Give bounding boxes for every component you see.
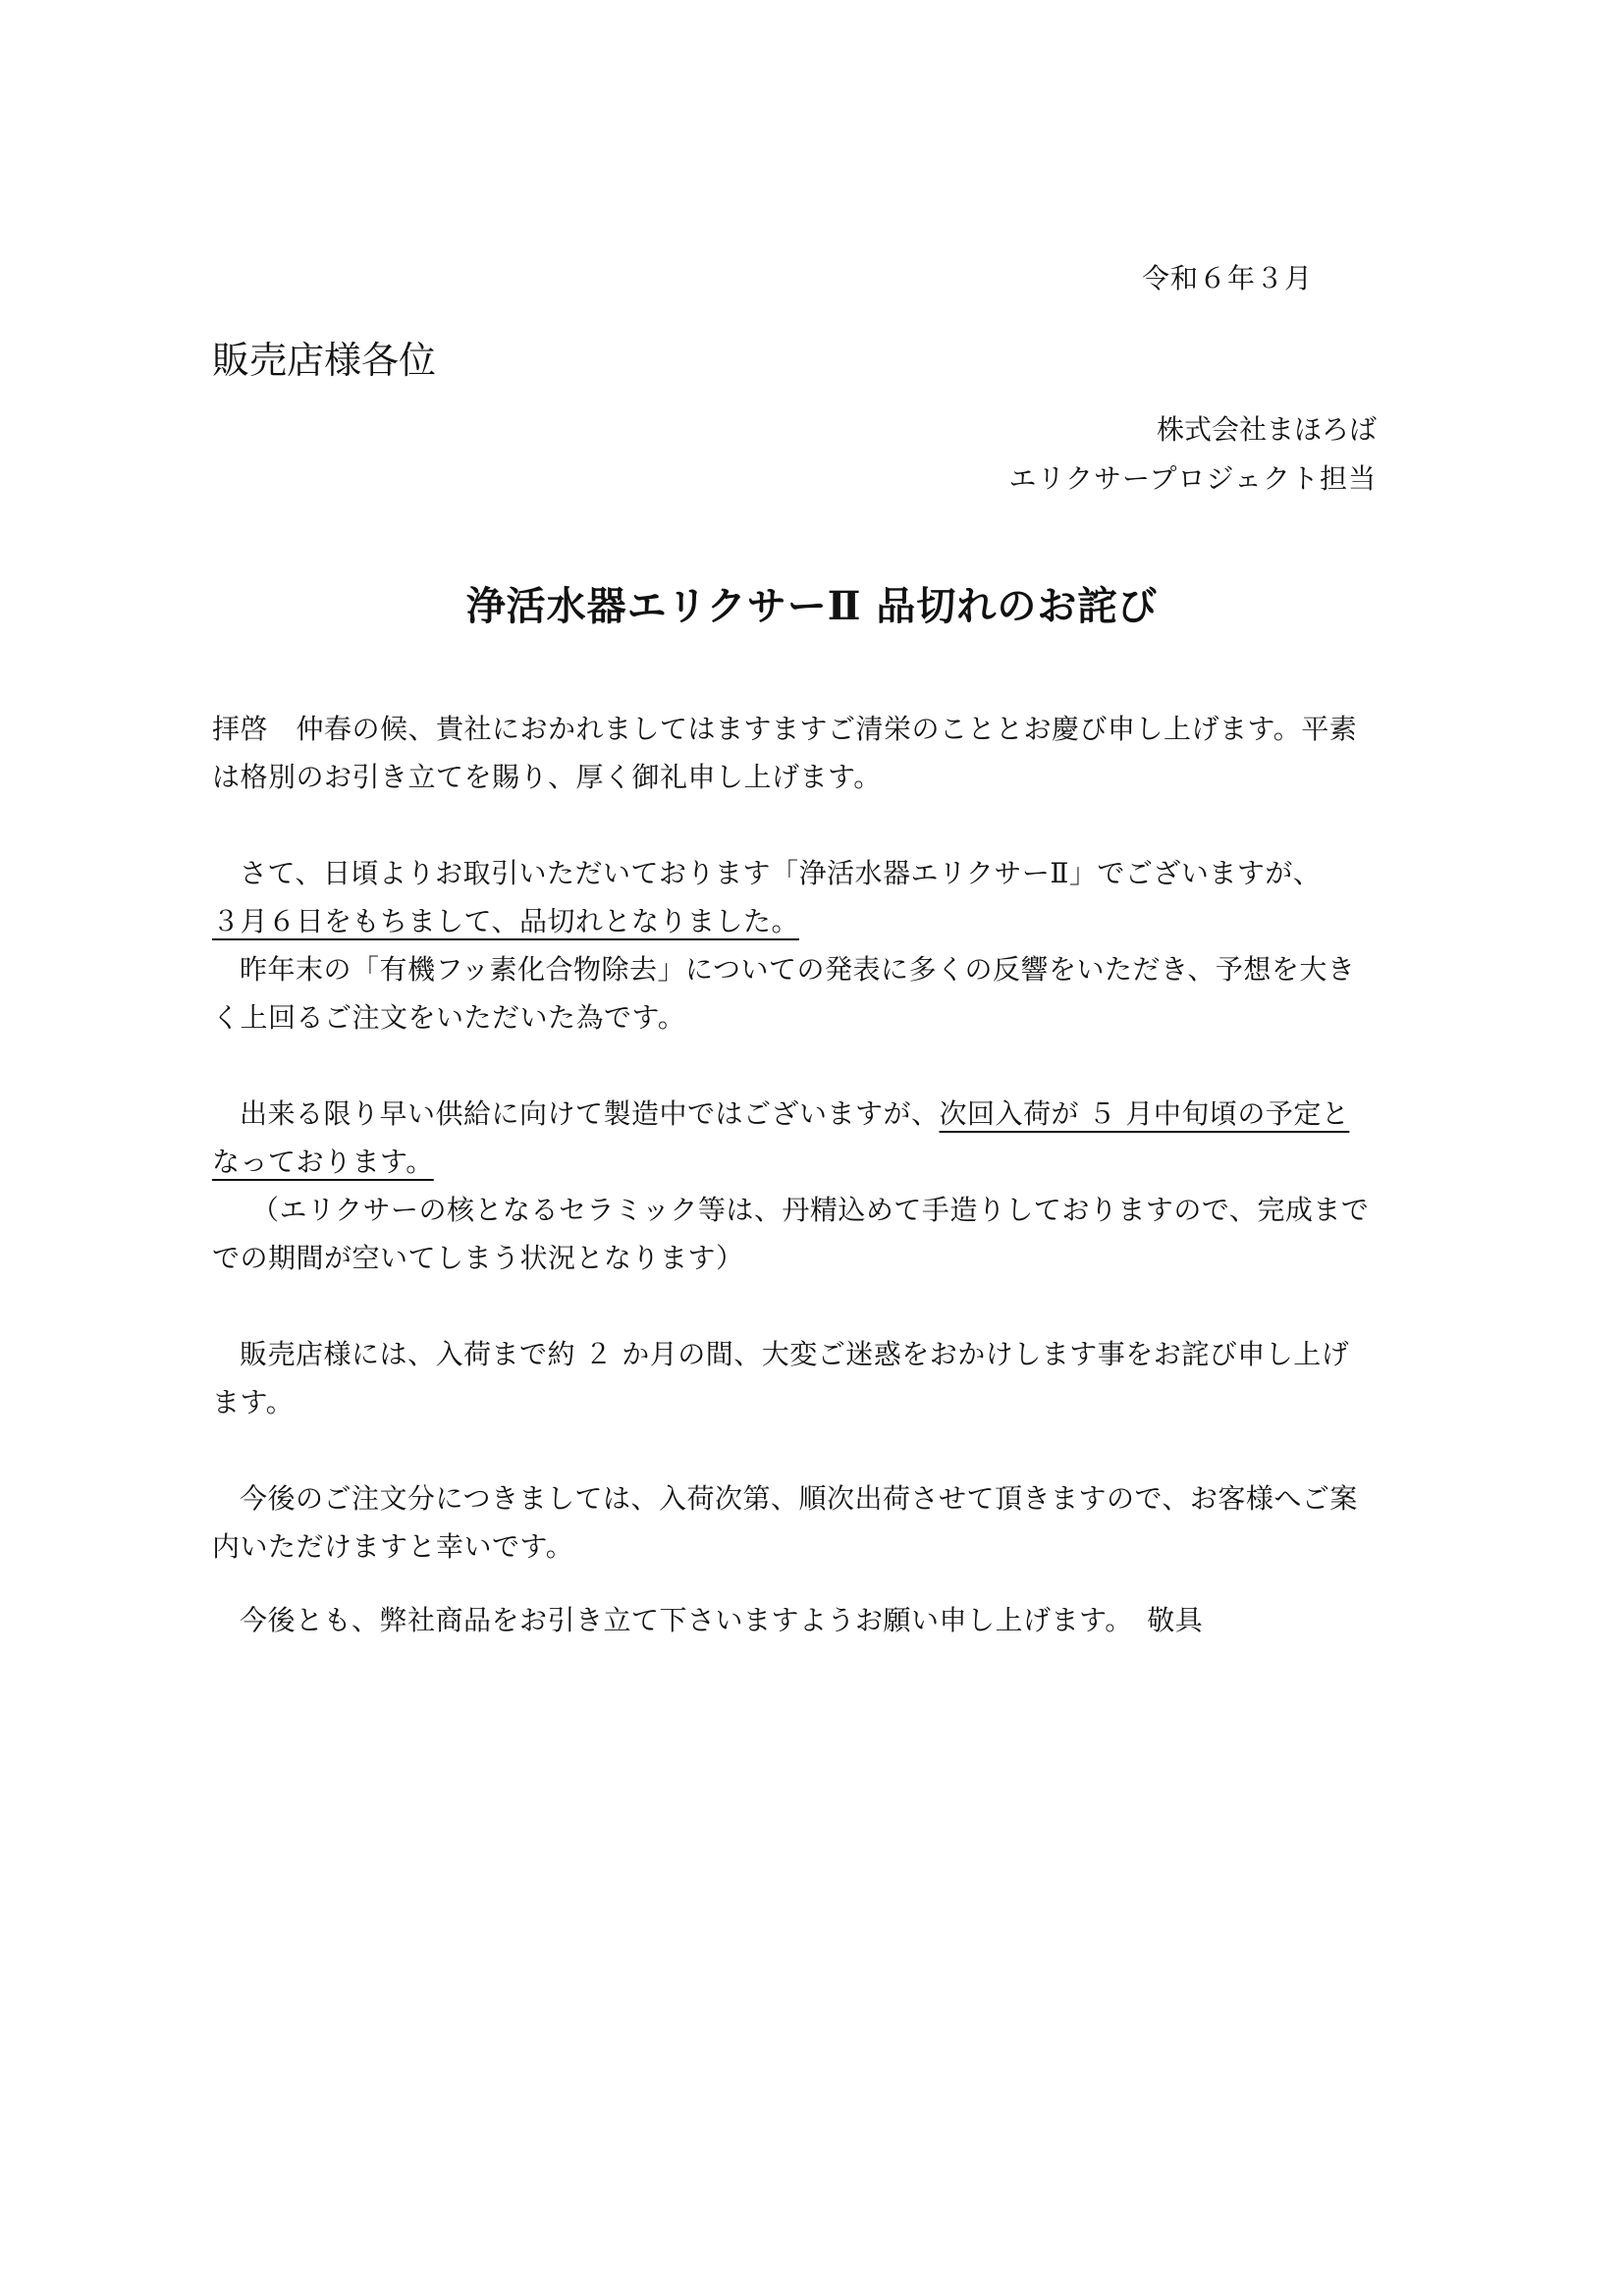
reason-line: く上回るご注文をいただいた為です。	[212, 1001, 686, 1034]
addressee: 販売店様各位	[212, 339, 437, 382]
supply-line	[212, 1090, 1380, 1138]
note-line: （エリクサーの核となるセラミック等は、丹精込めて手造りしておりますので、完成まで	[251, 1194, 1370, 1226]
greeting-line: 拝啓 仲春の候、貴社におかれましてはますますご清栄のこととお慶び申し上げます。平素	[212, 713, 1358, 745]
closing-line: 今後とも、弊社商品をお引き立て下さいますようお願い申し上げます。 敬具	[240, 1604, 1204, 1636]
next-arrival-underlined-cont: なっております。	[212, 1146, 434, 1178]
sender-company: 株式会社まほろば	[1156, 413, 1377, 446]
orders-line: 内いただけますと幸いです。	[212, 1530, 574, 1563]
notice-line: さて、日頃よりお取引いただいております「浄活水器エリクサーⅡ」でございますが、	[240, 857, 1322, 889]
reason-line: 昨年末の「有機フッ素化合物除去」についての発表に多くの反響をいただき、予想を大き	[240, 953, 1356, 986]
greeting-line: は格別のお引き立てを賜り、厚く御礼申し上げます。	[212, 761, 882, 793]
sender-department: エリクサープロジェクト担当	[1008, 462, 1377, 495]
next-arrival-underlined: 次回入荷が ５ 月中旬頃の予定と	[939, 1097, 1350, 1130]
note-line: での期間が空いてしまう状況となります）	[212, 1242, 744, 1274]
orders-line: 今後のご注文分につきましては、入荷次第、順次出荷させて頂きますので、お客様へご案	[240, 1482, 1358, 1515]
letter-date: 令和６年３月	[1142, 262, 1314, 294]
supply-text: 出来る限り早い供給に向けて製造中ではございますが、	[240, 1097, 940, 1130]
supply-line	[212, 1138, 1380, 1186]
stockout-date-underlined: ３月６日をもちまして、品切れとなりました。	[212, 905, 799, 937]
letter-body	[212, 705, 1380, 1644]
letter-title: 浄活水器エリクサーⅡ 品切れのお詫び	[465, 583, 1159, 629]
notice-line-underlined	[212, 897, 1380, 945]
apology-line: ます。	[212, 1386, 295, 1418]
apology-line: 販売店様には、入荷まで約 ２ か月の間、大変ご迷惑をおかけします事をお詫び申し上げ	[240, 1338, 1350, 1370]
